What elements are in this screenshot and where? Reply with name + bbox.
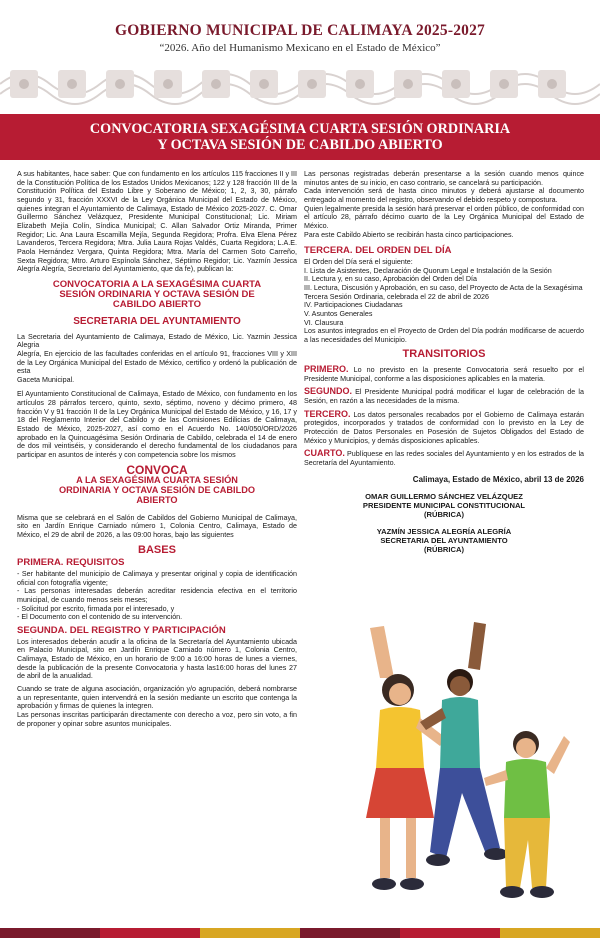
segunda-paragraph-3: Las personas inscritas participarán directamente con derecho a voz, pero sin voto, a fin de proponer y opinar sobre asuntos municipales. xyxy=(17,710,297,728)
president-title: PRESIDENTE MUNICIPAL CONSTITUCIONAL xyxy=(362,501,526,511)
ayuntamiento-paragraph: El Ayuntamiento Constitucional de Calimaya, Estado de México, con fundamento en los artículos 28 párrafos tercero, quinto, sexto, séptimo, noveno y décimo primero, 48 fracción V y 91 fracción II de la Ley Orgánica Municipal del Estado de México, y 16, 17 y 18 del Reglamento Interior del Cabildo y de las Comisiones Edilicias de Calimaya, Estado de México, 2025-2027, así como en el Acuerdo No. 140/050/ORD/2026 aprobado en la Quincuagésima Sesión Ordinaria de Cabildo, celebrada el 14 de enero de dos mil veintiséis, y considerando el derecho fundamental de los ciudadanos para participar en asuntos de interés y con competencia sobre los mismos xyxy=(17,390,297,460)
orden-item-6: VI. Clausura xyxy=(304,318,344,327)
footer-segment-6 xyxy=(500,928,600,938)
segunda-paragraph-2: Cuando se trate de alguna asociación, organización y/o agrupación, deberá nombrarse a un representante, quien intervendrá en la sesión mediante un escrito que contenga la aprobación y firmas de quienes la integren. xyxy=(17,684,297,711)
decorative-pattern xyxy=(0,58,600,110)
orden-item-4: IV. Participaciones Ciudadanas xyxy=(304,301,403,310)
person-right xyxy=(484,731,570,898)
convocatoria-banner xyxy=(0,114,600,160)
footer-segment-5 xyxy=(400,928,500,938)
footer-segment-1 xyxy=(0,928,100,938)
transitorio-segundo-text: El Presidente Municipal podrá modificar el lugar de celebración de la Sesión, en razón a las necesidades de la misma. xyxy=(304,388,584,406)
orden-note: Los asuntos integrados en el Proyecto de Orden del Día podrán modificarse de acuerdo a las necesidades del Municipio. xyxy=(304,327,584,344)
convoca-subheading-line-1: A LA SEXAGÉSIMA CUARTA SESIÓN xyxy=(76,475,238,486)
segunda-paragraph-1: Los interesados deberán acudir a la oficina de la Secretaría del Ayuntamiento ubicada en Palacio Municipal, sito en Jardín Enrique Carniado número 1, Colonia Centro, Calimaya, Estado de México, en un horario de 9:00 a 16:00 horas de lunes a viernes, desde la publicación de la presente Convocatoria y hasta las16:00 horas del lunes 27 de abril de la anualidad. xyxy=(17,637,297,681)
registration-rule-1: Las personas registradas deberán presentarse a la sesión cuando menos quince minutos antes de su inicio, en caso contrario, se cancelará su participación. xyxy=(304,170,584,187)
footer-segment-3 xyxy=(200,928,300,938)
transitorio-cuarto-text: Publíquese en las redes sociales del Ayuntamiento y en los estrados de la Secretaría del Ayuntamiento. xyxy=(304,450,584,468)
orden-item-3-continued: Tercera Sesión Ordinaria, celebrada el 22 de abril de 2026 xyxy=(304,292,489,301)
footer-segment-2 xyxy=(100,928,200,938)
primera-requisitos-heading: PRIMERA. REQUISITOS xyxy=(17,557,125,569)
requirement-2: - Las personas interesadas deberán acreditar residencia efectiva en el territorio municipal, de cuando menos seis meses; xyxy=(17,587,297,605)
transitorio-cuarto xyxy=(304,449,584,467)
transitorio-segundo-label: SEGUNDO. xyxy=(304,386,353,397)
secretary-name: YAZMÍN JESSICA ALEGRÍA ALEGRÍA xyxy=(376,527,512,537)
left-column xyxy=(17,170,297,732)
convoca-heading: CONVOCA xyxy=(126,462,188,477)
session-details-paragraph: Misma que se celebrará en el Salón de Cabildos del Gobierno Municipal de Calimaya, sito en Jardín Enrique Carniado número 1, Colonia Centro, Calimaya, Estado de México, el 29 de abril de 2026, a las 09:00 horas, bajo las siguientes xyxy=(17,513,297,540)
secretary-rubrica: (RÚBRICA) xyxy=(423,545,465,555)
registration-rule-3: Quien legalmente presida la sesión hará preservar el orden público, de conformidad con el artículo 28, párrafo décimo cuarto de la Ley Orgánica Municipal del Estado de México. xyxy=(304,204,584,230)
requirement-3: - Solicitud por escrito, firmada por el interesado, y xyxy=(17,604,175,613)
secretaria-paragraph-3: Gaceta Municipal. xyxy=(17,375,75,384)
transitorio-cuarto-label: CUARTO. xyxy=(304,448,345,459)
transitorio-tercero-label: TERCERO. xyxy=(304,408,351,419)
convoca-subheading-line-2: ORDINARIA Y OCTAVA SESIÓN DE CABILDO xyxy=(58,485,255,496)
registration-rule-2: Cada intervención será de hasta cinco minutos y deberá ajustarse al documento entregado al momento del registro, observando el debido respeto y compostura. xyxy=(304,187,584,204)
president-rubrica: (RÚBRICA) xyxy=(423,510,465,520)
transitorio-tercero xyxy=(304,410,584,446)
orden-item-3: III. Lectura, Discusión y Aprobación, en su caso, del Proyecto de Acta de la Sexagésima xyxy=(304,283,583,292)
signature-secretary xyxy=(304,527,584,554)
convoca-subheading-line-3: ABIERTO xyxy=(136,494,178,505)
orden-item-5: V. Asuntos Generales xyxy=(304,309,373,318)
banner-line-2: Y OCTAVA SESIÓN DE CABILDO ABIERTO xyxy=(157,137,443,153)
segunda-registro-heading: SEGUNDA. DEL REGISTRO Y PARTICIPACIÓN xyxy=(17,624,226,636)
transitorio-segundo xyxy=(304,387,584,405)
footer-color-bar xyxy=(0,928,600,938)
date-line: Calimaya, Estado de México, abril 13 de 2026 xyxy=(412,474,584,484)
government-title: GOBIERNO MUNICIPAL DE CALIMAYA 2025-2027 xyxy=(115,22,485,39)
signature-president xyxy=(304,492,584,519)
secretaria-heading: SECRETARIA DEL AYUNTAMIENTO xyxy=(73,315,241,327)
intro-paragraph: A sus habitantes, hace saber: Que con fundamento en los artículos 115 fracciones II y III de la Constitución Política de los Estados Unidos Mexicanos; 122 y 128 fracción III de la Constitución Política del Estado Libre y Soberano de México; 1, 2, 3, 30, párrafo segundo y 31, fracción XXXVI de la Ley Orgánica Municipal del Estado de México, quienes integran el Ayuntamiento de Calimaya, Estado de México 2025-2027. C. Omar Guillermo Sánchez Velázquez, Presidente Municipal Constitucional; Lic. Miriam Elizabeth Mejía Colín, Síndica Municipal; C. Allan Salvador Ortiz Miranda, Primer Regidor; Lic. Ana Laura Escamilla Mejía, Segunda Regidora; Profra. Elva Elena Pérez Lavanderos, Tercera Regidora; Mtra. Julia Laura Rojas Valdés, Cuarta Regidora; L.A.E. Paola Hernández Vergara, Quinta Regidora; Mtra. María del Carmen Soto Carreño, Sexta Regidora; Mtro. Arturo Espínola Sánchez, Séptimo Regidor; Lic. Yazmín Jessica Alegría Alegría, Secretario del Ayuntamiento, que da fe), publican la: xyxy=(17,170,297,274)
convocatoria-heading xyxy=(17,280,297,310)
transitorio-primero xyxy=(304,365,584,383)
header xyxy=(0,0,600,112)
orden-item-1: I. Lista de Asistentes, Declaración de Quorum Legal e Instalación de la Sesión xyxy=(304,266,552,275)
year-motto: “2026. Año del Humanismo Mexicano en el Estado de México” xyxy=(159,42,441,54)
person-middle xyxy=(420,622,508,866)
convocatoria-heading-line-3: CABILDO ABIERTO xyxy=(112,298,202,310)
footer-segment-4 xyxy=(300,928,400,938)
secretaria-paragraph-2: Alegría, En ejercicio de las facultades conferidas en el artículo 91, fracciones VIII y XIII de la Ley Orgánica Municipal del Estado de México, certifico y ordenó la publicación de esta xyxy=(17,349,297,376)
banner-line-1: CONVOCATORIA SEXAGÉSIMA CUARTA SESIÓN ORDINARIA xyxy=(89,121,511,137)
transitorio-primero-text: Lo no previsto en la presente Convocatoria será resuelto por el Presidente Municipal, conforme a las disposiciones aplicables en la materia. xyxy=(304,366,584,383)
orden-intro: El Orden del Día será el siguiente: xyxy=(304,257,413,266)
transitorio-primero-label: PRIMERO. xyxy=(304,364,349,375)
orden-item-2: II. Lectura y, en su caso, Aprobación del Orden del Día xyxy=(304,275,477,284)
convoca-subheading xyxy=(17,476,297,505)
convocatoria-heading-line-2: SESIÓN ORDINARIA Y OCTAVA SESIÓN DE xyxy=(59,288,255,300)
registration-rule-4: Para este Cabildo Abierto se recibirán hasta cinco participaciones. xyxy=(304,230,514,239)
secretaria-paragraph-1: La Secretaria del Ayuntamiento de Calimaya, Estado de México, Lic. Yazmin Jessica Alegria xyxy=(17,332,297,350)
president-name: OMAR GUILLERMO SÁNCHEZ VELÁZQUEZ xyxy=(365,492,523,502)
transitorios-heading: TRANSITORIOS xyxy=(402,348,486,361)
bases-heading: BASES xyxy=(138,543,176,556)
celebrating-people-illustration xyxy=(350,618,570,908)
requirement-4: - El Documento con el contenido de su intervención. xyxy=(17,613,183,622)
right-column xyxy=(304,170,584,554)
requirement-1: - Ser habitante del municipio de Calimaya y presentar original y copia de identificación oficial con fotografía vigente; xyxy=(17,570,297,587)
tercera-orden-heading: TERCERA. DEL ORDEN DEL DÍA xyxy=(304,245,452,257)
convocatoria-heading-line-1: CONVOCATORIA A LA SEXAGÉSIMA CUARTA xyxy=(52,278,262,290)
transitorio-tercero-text: Los datos personales recabados por el Gobierno de Calimaya estarán protegidos, incorporados y tratados de conformidad con lo previsto en la Ley de Protección de Datos Personales en Posesión de Sujetos Obligados del Estado de México y Municipios, y demás disposiciones aplicables. xyxy=(304,410,584,445)
secretary-title: SECRETARIA DEL AYUNTAMIENTO xyxy=(380,536,508,546)
